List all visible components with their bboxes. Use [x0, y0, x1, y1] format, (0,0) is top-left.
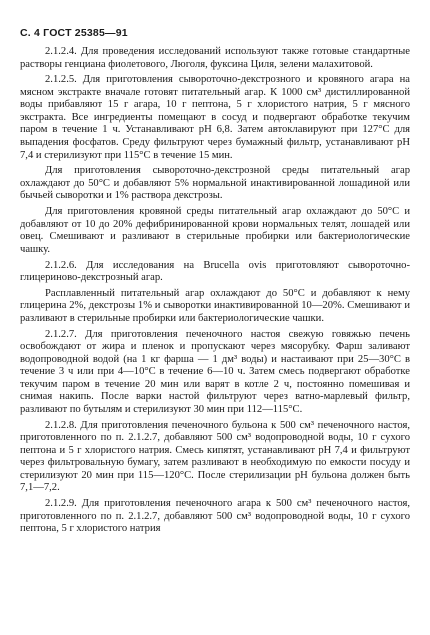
- paragraph-blood-medium: Для приготовления кровяной среды питательный агар охлаждают до 50°С и добавляют от 10 до 20% дефибринированной крови нормальных телят, лошадей или овец. Смешивают и разливают в стерильные пробирки или бактериологические чашку.: [20, 206, 410, 255]
- paragraph-2-1-2-6: 2.1.2.6. Для исследования на Brucella ovis приготовляют сывороточно-глицериново-декстрозный агар.: [20, 259, 410, 284]
- paragraph-serum-dextrose-medium: Для приготовления сывороточно-декстрозной среды питательный агар охлаждают до 50°С и добавляют 5% нормальной инактивированной лошадиной или бычьей сыворотки и 1% раствора декстрозы.: [20, 165, 410, 202]
- paragraph-2-1-2-9: 2.1.2.9. Для приготовления печеночного агара к 500 см³ печеночного настоя, приготовленного по п. 2.1.2.7, добавляют 500 см³ водопроводной воды, 10 г сухого пептона, 5 г хлористого натрия: [20, 498, 410, 535]
- paragraph-melted-agar: Расплавленный питательный агар охлаждают до 50°С и добавляют к нему глицерина 2%, декстрозы 1% и сыворотки инактивированной 10—20%. Смешивают и разливают в стерильные пробирки или бактериологические чашки.: [20, 287, 410, 324]
- paragraph-2-1-2-5: 2.1.2.5. Для приготовления сывороточно-декстрозного и кровяного агара на мясном экстракте вначале готовят питательный агар. К 1000 см³ дистиллированной воды прибавляют 15 г агара, 10 г пептона, 5 г хлористого натрия, 5 г мясного экстракта. Все ингредиенты помещают в сосуд и подвергают обработке текучим паром в течение 1 ч. Устанавливают рН 6,8. Затем автоклавируют при 127°С для выпадения фосфатов. Среду фильтруют через бумажный фильтр, устанавливают рН 7,4 и стерилизуют при 115°С в течение 15 мин.: [20, 74, 410, 161]
- paragraph-2-1-2-4: 2.1.2.4. Для проведения исследований используют также готовые стандартные растворы генциана фиолетового, Люголя, фуксина Циля, зелени малахитовой.: [20, 46, 410, 70]
- paragraph-2-1-2-7: 2.1.2.7. Для приготовления печеночного настоя свежую говяжью печень освобождают от жира и пленок и пропускают через мясорубку. Фарш заливают водопроводной водой (на 1 кг фарша — 1 дм³ воды) и настаивают при 25—30°С в течение 3 ч или при 4—10°С в течение 6—10 ч. Затем смесь подвергают обработке текучим паром в течение 20 мин или варят в котле 2 ч, постоянно помешивая и снимая накипь. После варки настой фильтруют через ватно-марлевый фильтр, разливают по бутылям и стерилизуют 30 мин при 112—115°С.: [20, 328, 410, 415]
- page-header: С. 4 ГОСТ 25385—91: [20, 27, 128, 39]
- paragraph-2-1-2-8: 2.1.2.8. Для приготовления печеночного бульона к 500 см³ печеночного настоя, приготовленного по п. 2.1.2.7, добавляют 500 см³ водопроводной воды, 10 г сухого пептона и 5 г хлористого натрия. Смесь кипятят, устанавливают рН 7,4 и фильтруют через фильтровальную бумагу, затем разливают в необходимую по емкости посуду и стерилизуют 20 мин при 115—120°С. После стерилизации рН бульона должен быть 7,1—7,2.: [20, 419, 410, 494]
- document-body: [20, 46, 410, 536]
